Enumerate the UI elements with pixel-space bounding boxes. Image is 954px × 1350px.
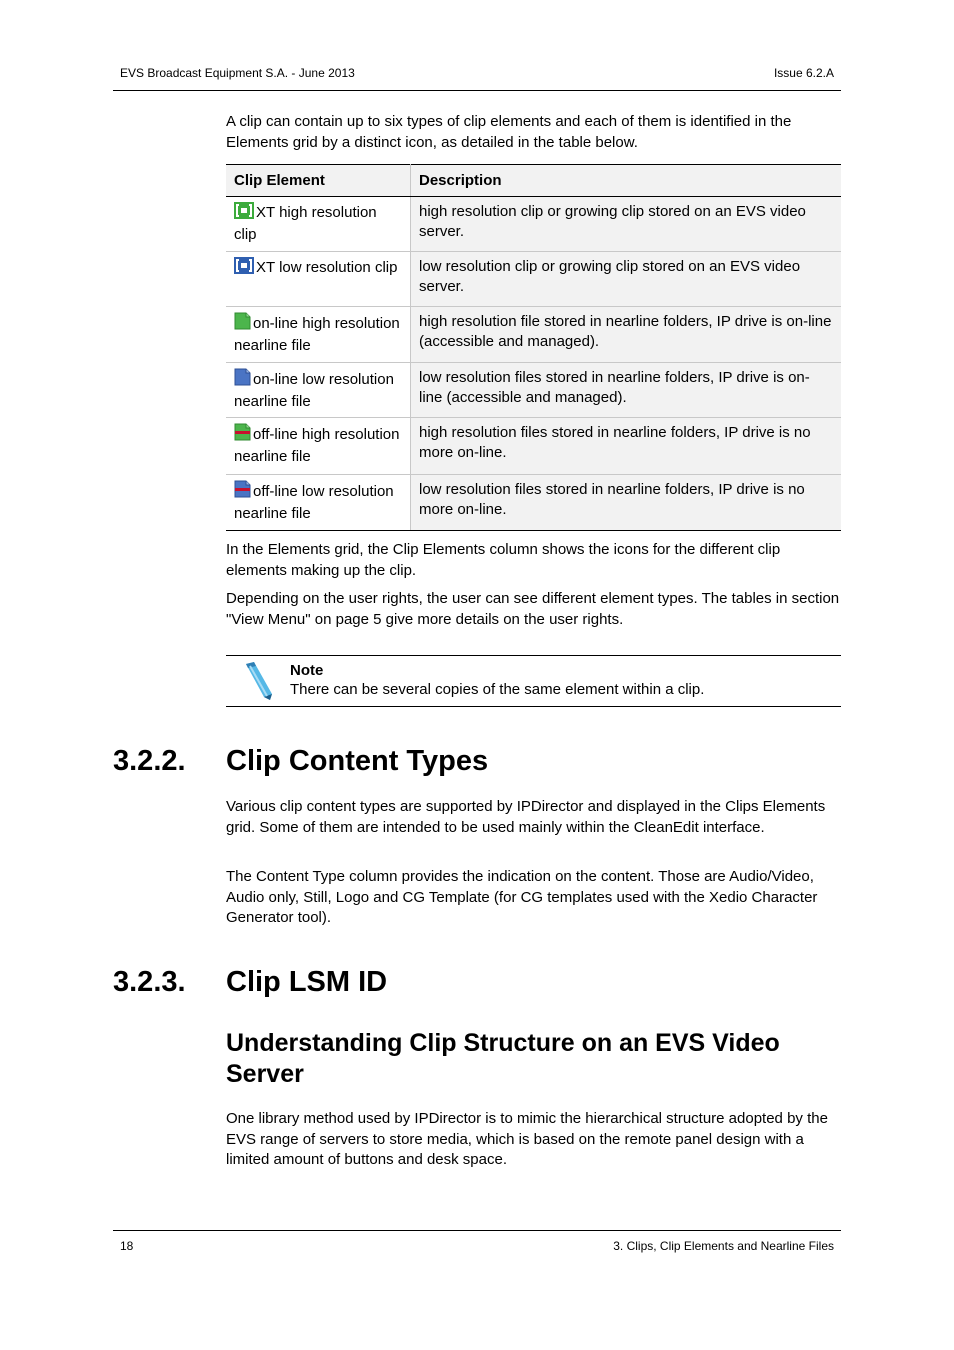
description-cell: high resolution file stored in nearline folders, IP drive is on-line (accessible and managed). — [411, 307, 842, 363]
table-row — [226, 307, 841, 363]
note-text: There can be several copies of the same element within a clip. — [290, 681, 705, 698]
clip-element-label: XT low resolution clip — [256, 259, 398, 276]
clip-element-label: XT high resolution clip — [234, 204, 377, 243]
clip-element-label: on-line low resolution nearline file — [234, 371, 394, 410]
xt-high-res-clip-icon — [234, 202, 254, 225]
clip-element-label: off-line low resolution nearline file — [234, 483, 394, 522]
clip-element-label: off-line high resolution nearline file — [234, 426, 400, 465]
clip-elements-table — [226, 164, 841, 531]
clip-element-label: on-line high resolution nearline file — [234, 315, 400, 354]
table-row — [226, 252, 841, 307]
page-header — [113, 62, 841, 91]
online-low-res-file-icon — [234, 368, 251, 392]
content-types-paragraph-2: The Content Type column provides the indication on the content. Those are Audio/Video, Audio only, Still, Logo and CG Template (for CG templates used with the Xedio Character Generator tool). — [226, 868, 818, 926]
chapter-title: 3. Clips, Clip Elements and Nearline Files — [613, 1239, 834, 1253]
xt-low-res-clip-icon — [234, 257, 254, 280]
intro-paragraph: A clip can contain up to six types of clip elements and each of them is identified in the Elements grid by a distinct icon, as detailed in the table below. — [226, 113, 792, 151]
page-footer — [113, 1230, 841, 1261]
page-number: 18 — [120, 1239, 134, 1253]
description-cell: low resolution files stored in nearline folders, IP drive is no more on-line. — [411, 475, 842, 531]
table-header-row — [226, 165, 841, 197]
column-header: Clip Element — [226, 165, 411, 197]
description-cell: low resolution clip or growing clip stored on an EVS video server. — [411, 252, 842, 307]
header-left: EVS Broadcast Equipment S.A. - June 2013 — [120, 66, 355, 80]
subsection-title: Understanding Clip Structure on an EVS Video Server — [226, 1029, 780, 1088]
note-box — [226, 655, 841, 707]
description-cell: low resolution files stored in nearline folders, IP drive is on-line (accessible and managed). — [411, 363, 842, 418]
elements-grid-paragraph: In the Elements grid, the Clip Elements column shows the icons for the different clip elements making up the clip. — [226, 541, 781, 579]
pencil-icon — [240, 660, 276, 707]
section-number: 3.2.3. — [113, 966, 186, 998]
table-row — [226, 475, 841, 531]
content-types-paragraph-1: Various clip content types are supported by IPDirector and displayed in the Clips Elements grid. Some of them are intended to be used mainly within the CleanEdit interface. — [226, 798, 826, 836]
table-row — [226, 418, 841, 475]
column-header: Description — [411, 165, 842, 197]
offline-low-res-file-icon — [234, 480, 251, 504]
offline-high-res-file-icon — [234, 423, 251, 447]
section-number: 3.2.2. — [113, 745, 186, 777]
note-title: Note — [290, 662, 324, 679]
section-title: Clip Content Types — [226, 745, 489, 777]
description-cell: high resolution files stored in nearline folders, IP drive is no more on-line. — [411, 418, 842, 475]
user-rights-paragraph: Depending on the user rights, the user can see different element types. The tables in section "View Menu" on page 5 give more details on the user rights. — [226, 590, 840, 628]
table-row — [226, 363, 841, 418]
header-right: Issue 6.2.A — [773, 66, 834, 80]
lsm-id-paragraph: One library method used by IPDirector is to mimic the hierarchical structure adopted by the EVS range of servers to store media, which is based on the remote panel design with a limited amount of buttons and desk space. — [226, 1110, 828, 1168]
table-row — [226, 197, 841, 252]
online-high-res-file-icon — [234, 312, 251, 336]
description-cell: high resolution clip or growing clip stored on an EVS video server. — [411, 197, 842, 252]
section-title: Clip LSM ID — [226, 966, 388, 998]
